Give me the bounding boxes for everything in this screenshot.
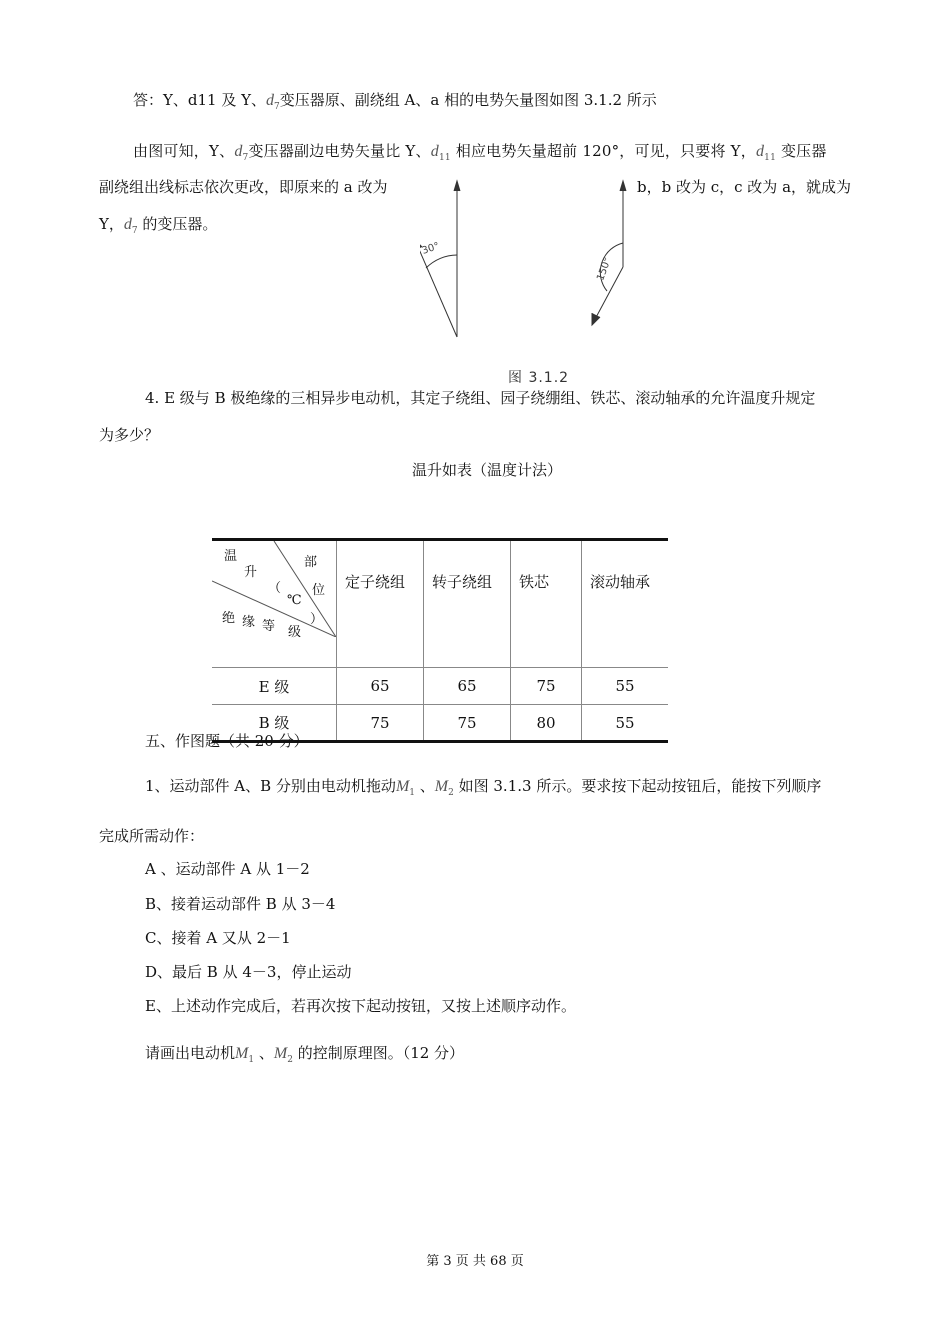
paragraph-line-1: 由图可知，Y、$d_7$变压器副边电势矢量比 Y、$d_{11}$ 相应电势矢量超前 120°，可见，只要将 Y，$d_{11}$ 变压器	[133, 142, 827, 163]
section-heading: 五、作图题（共 20 分）	[145, 732, 309, 750]
symbol-d: d	[266, 92, 275, 109]
page-footer: 第 3 页 共 68 页	[426, 1254, 524, 1269]
paragraph-line-2b: b，b 改为 c，c 改为 a，就成为	[637, 178, 852, 196]
table-title: 温升如表（温度计法）	[412, 461, 563, 479]
table-cell: 55	[582, 705, 669, 742]
final-instruction: 请画出电动机$M_1$ 、$M_2$ 的控制原理图。（12 分）	[145, 1044, 465, 1065]
step-c: C、接着 A 又从 2－1	[145, 929, 291, 947]
answer-line: 答：Y、d11 及 Y、$d_7$变压器原、副绕组 A、a 相的电势矢量图如图 3.1.2 所示	[133, 91, 657, 112]
angle-150-label: 150°	[595, 255, 614, 283]
row-label: B 级	[212, 705, 337, 742]
table-cell: 55	[582, 668, 669, 705]
table-cell: 65	[424, 668, 511, 705]
table-header-row	[212, 540, 668, 668]
angle-30-label: 30°	[420, 240, 441, 257]
row-label: E 级	[212, 668, 337, 705]
table-cell: 80	[511, 705, 582, 742]
temperature-rise-table	[212, 538, 668, 743]
vector-diagram	[420, 175, 650, 345]
header-core: 铁芯	[511, 540, 582, 668]
step-e: E、上述动作完成后，若再次按下起动按钮，又按上述顺序动作。	[145, 997, 576, 1015]
step-b: B、接着运动部件 B 从 3－4	[145, 895, 336, 913]
table-cell: 65	[337, 668, 424, 705]
paragraph-line-3: Y，$d_7$ 的变压器。	[99, 215, 218, 236]
header-rotor: 转子绕组	[424, 540, 511, 668]
vector-left	[420, 181, 460, 337]
step-a: A 、运动部件 A 从 1－2	[145, 860, 310, 878]
question-1-line-1: 1、运动部件 A、B 分别由电动机拖动$M_1$ 、$M_2$ 如图 3.1.3 所示。要求按下起动按钮后，能按下列顺序	[145, 777, 822, 798]
table-cell: 75	[337, 705, 424, 742]
diagonal-header-cell: 温 升 （ ℃ ） 部 位 绝 缘 等 级	[212, 540, 337, 668]
table-row	[212, 668, 668, 705]
vector-right	[592, 181, 626, 325]
question-4-line-1: 4. E 级与 B 极绝缘的三相异步电动机，其定子绕组、园子绕绷组、铁芯、滚动轴承的允许温度升规定	[145, 389, 816, 407]
header-bearing: 滚动轴承	[582, 540, 669, 668]
header-stator: 定子绕组	[337, 540, 424, 668]
table-cell: 75	[511, 668, 582, 705]
paragraph-line-2a: 副绕组出线标志依次更改，即原来的 a 改为	[99, 178, 388, 196]
figure-caption: 图 3.1.2	[508, 370, 570, 386]
table-cell: 75	[424, 705, 511, 742]
step-d: D、最后 B 从 4－3，停止运动	[145, 963, 352, 981]
question-4-line-2: 为多少？	[99, 426, 160, 444]
question-1-line-2: 完成所需动作：	[99, 827, 205, 845]
